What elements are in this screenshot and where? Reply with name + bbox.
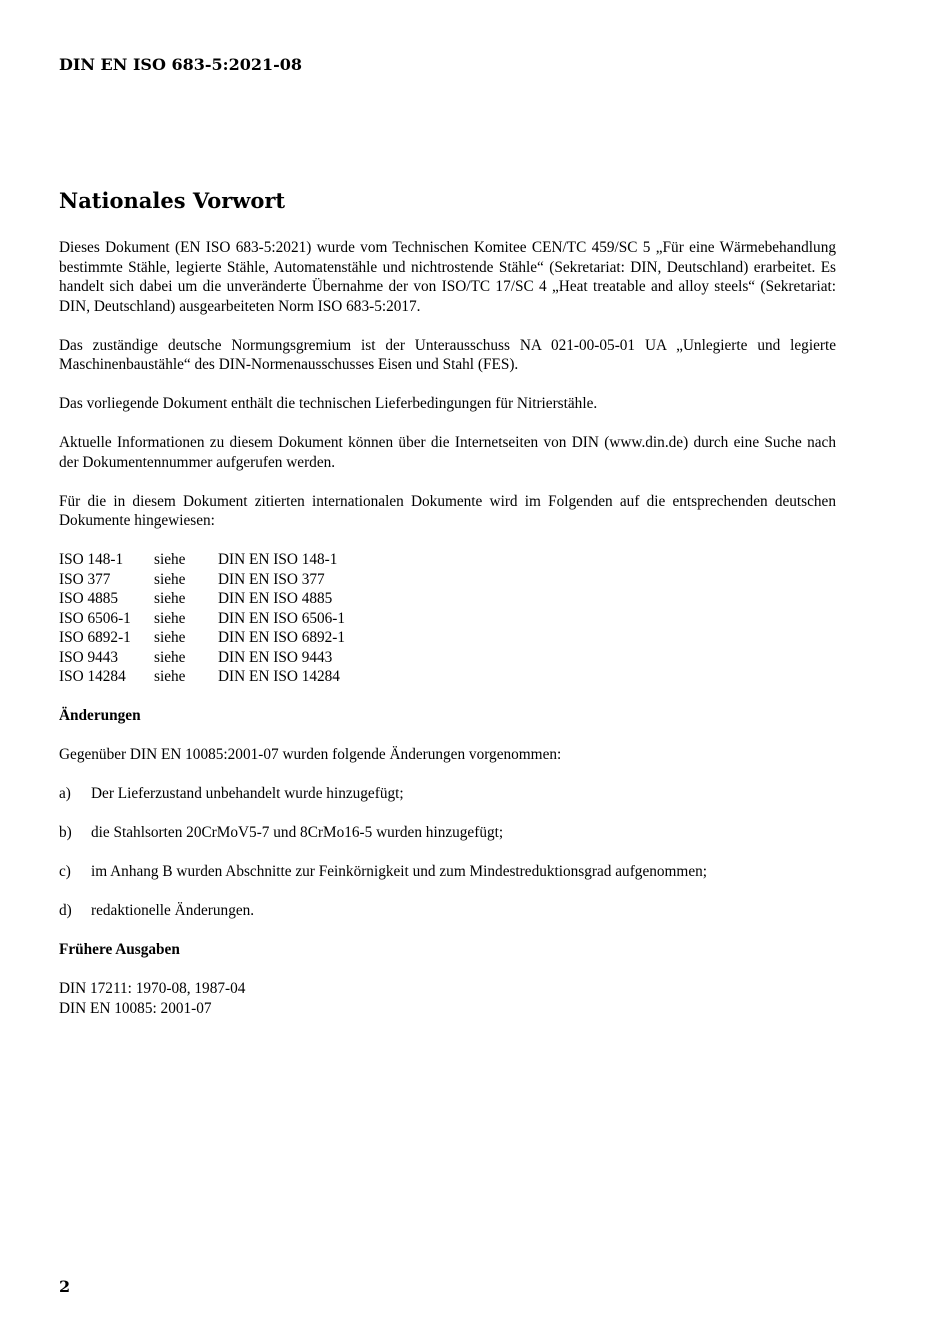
list-item-letter: d): [59, 902, 72, 919]
list-item-text: Der Lieferzustand unbehandelt wurde hinzugefügt;: [91, 785, 404, 802]
changes-list: [59, 784, 836, 921]
reference-din: DIN EN ISO 377: [218, 570, 325, 588]
list-item: [59, 901, 836, 921]
reference-row: [59, 589, 836, 609]
paragraph-information: Aktuelle Informationen zu diesem Dokument können über die Internetseiten von DIN (www.din.de) durch eine Suche nach der Dokumentennummer aufgerufen werden.: [59, 434, 836, 471]
document-identifier: DIN EN ISO 683-5:2021-08: [59, 55, 303, 74]
list-item: [59, 823, 836, 843]
reference-iso: ISO 148-1: [59, 551, 124, 568]
reference-row: [59, 550, 836, 570]
list-item-text: die Stahlsorten 20CrMoV5-7 und 8CrMo16-5 wurden hinzugefügt;: [91, 824, 504, 841]
list-item-letter: c): [59, 863, 71, 880]
previous-editions-heading: Frühere Ausgaben: [59, 941, 180, 958]
reference-row: [59, 648, 836, 668]
reference-iso: ISO 6506-1: [59, 609, 131, 627]
list-item-letter: a): [59, 785, 71, 802]
reference-see: siehe: [154, 668, 186, 685]
list-item: [59, 862, 836, 882]
reference-see: siehe: [154, 551, 186, 568]
reference-table: [59, 550, 836, 687]
page-title: Nationales Vorwort: [59, 188, 286, 213]
reference-row: [59, 667, 836, 687]
reference-din: DIN EN ISO 6892-1: [218, 629, 346, 646]
reference-see: siehe: [154, 570, 186, 588]
reference-row: [59, 628, 836, 648]
reference-iso: ISO 9443: [59, 648, 119, 666]
previous-editions-list: [59, 979, 836, 1018]
reference-din: DIN EN ISO 6506-1: [218, 609, 346, 627]
reference-din: DIN EN ISO 14284: [218, 668, 340, 685]
list-item-text: im Anhang B wurden Abschnitte zur Feinkörnigkeit und zum Mindestreduktionsgrad aufgenommen;: [91, 863, 708, 880]
reference-see: siehe: [154, 648, 186, 666]
reference-din: DIN EN ISO 4885: [218, 590, 333, 607]
page-number: 2: [59, 1277, 71, 1296]
reference-row: [59, 609, 836, 629]
reference-din: DIN EN ISO 148-1: [218, 551, 338, 568]
reference-iso: ISO 4885: [59, 590, 119, 607]
list-item: [59, 784, 836, 804]
list-item-letter: b): [59, 824, 72, 841]
changes-heading: Änderungen: [59, 707, 141, 724]
reference-see: siehe: [154, 590, 186, 607]
reference-din: DIN EN ISO 9443: [218, 648, 333, 666]
paragraph-committee: Das zuständige deutsche Normungsgremium ist der Unterausschuss NA 021-00-05-01 UA „Unlegierte und legierte Maschinenbaustähle“ des DIN-Normenausschusses Eisen und Stahl (FES).: [59, 336, 836, 373]
page-content: [59, 186, 836, 1018]
reference-row: [59, 570, 836, 590]
list-item-text: redaktionelle Änderungen.: [91, 902, 255, 919]
previous-edition-line: DIN EN 10085: 2001-07: [59, 999, 212, 1017]
reference-iso: ISO 14284: [59, 668, 126, 685]
reference-see: siehe: [154, 629, 186, 646]
paragraph-references-intro: Für die in diesem Dokument zitierten internationalen Dokumente wird im Folgenden auf die entsprechenden deutschen Dokumente hingewiesen:: [59, 492, 836, 529]
reference-see: siehe: [154, 609, 186, 627]
changes-intro: Gegenüber DIN EN 10085:2001-07 wurden folgende Änderungen vorgenommen:: [59, 746, 562, 763]
paragraph-scope: Dieses Dokument (EN ISO 683-5:2021) wurde vom Technischen Komitee CEN/TC 459/SC 5 „Für eine Wärmebehandlung bestimmte Stähle, legierte Stähle, Automatenstähle und nichtrostende Stähle“ (Sekretariat: DIN, Deutschland) erarbeitet. Es handelt sich dabei um die unveränderte Übernahme der von ISO/TC 17/SC 4 „Heat treatable and alloy steels“ (Sekretariat: DIN, Deutschland) ausgearbeiteten Norm ISO 683-5:2017.: [59, 239, 836, 315]
previous-edition-line: DIN 17211: 1970-08, 1987-04: [59, 980, 246, 997]
reference-iso: ISO 6892-1: [59, 629, 131, 646]
reference-iso: ISO 377: [59, 570, 111, 588]
paragraph-content: Das vorliegende Dokument enthält die technischen Lieferbedingungen für Nitrierstähle.: [59, 395, 598, 412]
